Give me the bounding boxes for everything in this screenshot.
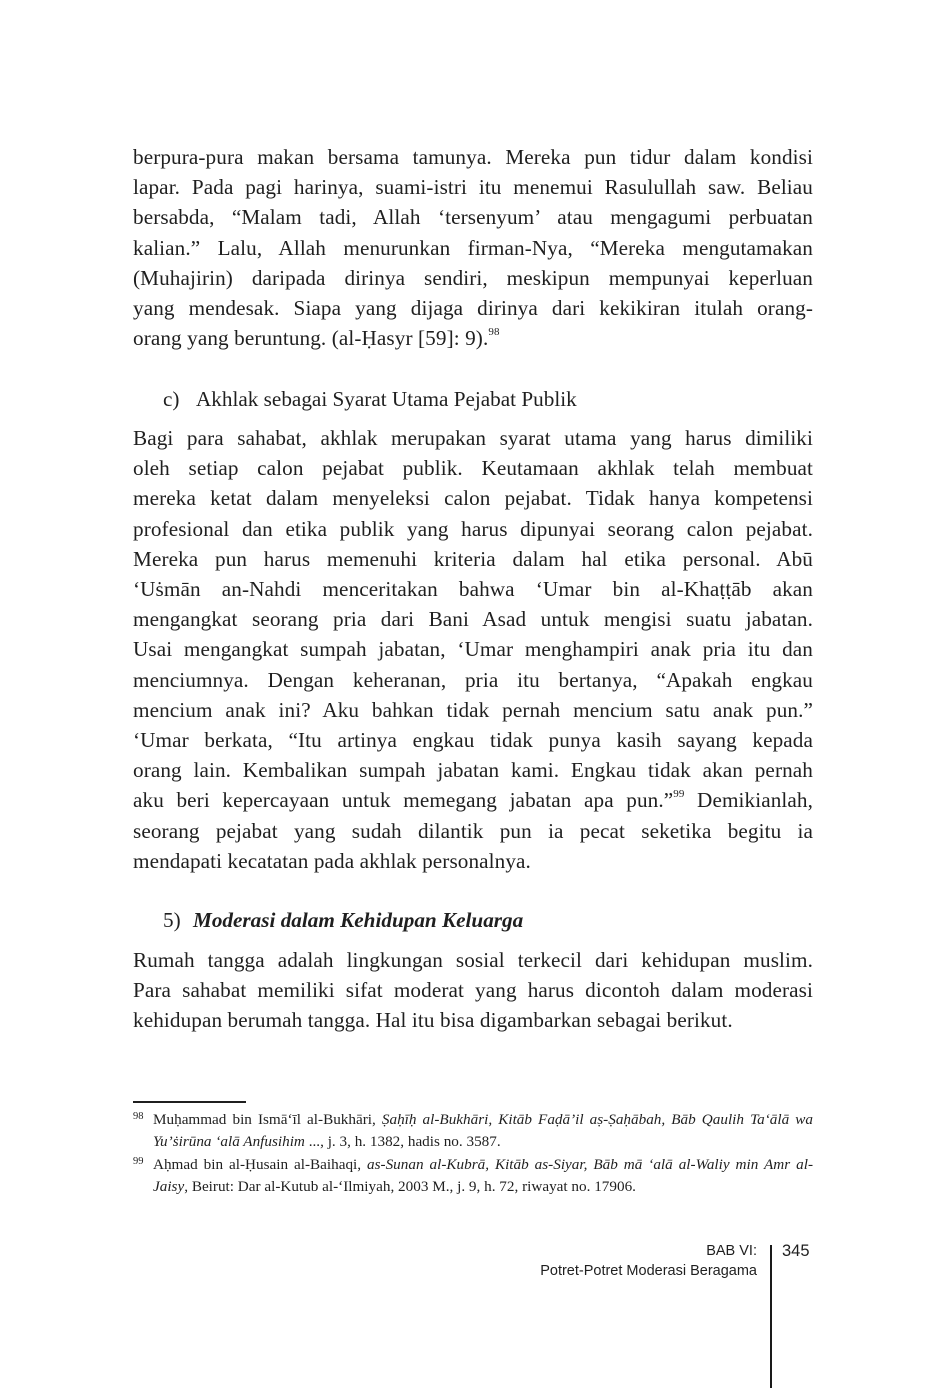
footer-chapter: BAB VI: — [706, 1243, 757, 1259]
text-line: Bagi para sahabat, akhlak merupakan syarat utama yang harus dimiliki — [133, 426, 813, 450]
text-line: mereka ketat dalam menyeleksi calon pejabat. Tidak hanya kompetensi — [133, 486, 813, 511]
footnote-number: 99 — [133, 1156, 144, 1167]
footnote-98 — [133, 1109, 813, 1153]
text-line: Usai mengangkat sumpah jabatan, ‘Umar menghampiri anak pria itu dan — [133, 637, 813, 662]
text-line — [133, 785, 813, 815]
footnote-ref-99[interactable]: 99 — [673, 788, 685, 801]
text-line: oleh setiap calon pejabat publik. Keutamaan akhlak telah membuat — [133, 456, 813, 481]
text-segment: orang yang beruntung. (al-Ḥasyr [59]: 9). — [133, 326, 489, 351]
footnotes — [133, 1109, 813, 1199]
subheading-marker: c) — [163, 387, 180, 411]
text-line-last: mendapati kecatatan pada akhlak personalnya. — [133, 848, 531, 873]
text-line-last: kehidupan berumah tangga. Hal itu bisa digambarkan sebagai berikut. — [133, 1008, 733, 1033]
section-heading-marker: 5) — [163, 908, 181, 932]
text-line: (Muhajirin) daripada dirinya sendiri, meskipun mempunyai keperluan — [133, 265, 813, 290]
text-line: kalian.” Lalu, Allah menurunkan firman-Nya, “Mereka mengutamakan — [133, 235, 813, 260]
text-line: Mereka pun harus memenuhi kriteria dalam hal etika personal. Abū — [133, 546, 813, 571]
footer-divider — [770, 1245, 772, 1388]
footnote-title: as-Sunan al-Kubrā, Kitāb as-Siyar, Bāb mā ‘alā al-Waliy min Amr al-Jaisy — [153, 1156, 813, 1195]
page-number: 345 — [782, 1242, 810, 1260]
text-line: Para sahabat memiliki sifat moderat yang harus dicontoh dalam moderasi — [133, 978, 813, 1003]
footnote-separator — [133, 1101, 246, 1103]
text-line: berpura-pura makan bersama tamunya. Mereka pun tidur dalam kondisi — [133, 145, 813, 169]
footer-chapter-title: Potret-Potret Moderasi Beragama — [540, 1263, 757, 1279]
paragraph-rumah-tangga — [133, 945, 813, 1036]
text-line: yang mendesak. Siapa yang dijaga dirinya dari kekikiran itulah orang- — [133, 296, 813, 321]
footnote-author: Muḥammad bin Ismā‘īl al-Bukhāri, — [153, 1111, 382, 1128]
footnote-details: , Beirut: Dar al-Kutub al-‘Ilmiyah, 2003 M., j. 9, h. 72, riwayat no. 17906. — [184, 1178, 636, 1195]
text-line: seorang pejabat yang sudah dilantik pun ia pecat seketika begitu ia — [133, 818, 813, 843]
footnote-ref-98[interactable]: 98 — [488, 326, 500, 339]
text-line: ‘Umar berkata, “Itu artinya engkau tidak punya kasih sayang kepada — [133, 728, 813, 753]
paragraph-akhlak-pejabat — [133, 423, 813, 876]
text-line: mengangkat seorang pria dari Bani Asad untuk mengisi suatu jabatan. — [133, 607, 813, 632]
subheading-title: Akhlak sebagai Syarat Utama Pejabat Publik — [196, 387, 577, 411]
text-line: menciumnya. Dengan keheranan, pria itu bertanya, “Apakah engkau — [133, 667, 813, 692]
paragraph-story-ending — [133, 142, 813, 353]
text-segment: aku beri kepercayaan untuk memegang jabatan apa pun.” — [133, 788, 674, 813]
text-line: lapar. Pada pagi harinya, suami-istri itu menemui Rasulullah saw. Beliau — [133, 175, 813, 200]
text-segment: Demikianlah, — [684, 788, 813, 813]
text-line: orang lain. Kembalikan sumpah jabatan kami. Engkau tidak akan pernah — [133, 758, 813, 783]
text-line: Rumah tangga adalah lingkungan sosial terkecil dari kehidupan muslim. — [133, 948, 813, 972]
footnote-author: Aḥmad bin al-Ḥusain al-Baihaqi, — [153, 1156, 368, 1173]
footnote-title: Ṣaḥīḥ al-Bukhāri, Kitāb Faḍā’il aṣ-Ṣaḥābah, Bāb Qaulih Ta‘ālā wa Yu’ṡirūna ‘alā Anfusihim — [153, 1111, 813, 1150]
footnote-details: ..., j. 3, h. 1382, hadis no. 3587. — [304, 1133, 501, 1150]
text-line-last — [133, 323, 813, 353]
text-line: bersabda, “Malam tadi, Allah ‘tersenyum’ atau mengagumi perbuatan — [133, 205, 813, 230]
section-heading-title: Moderasi dalam Kehidupan Keluarga — [193, 908, 524, 932]
running-footer — [540, 1241, 757, 1281]
text-line: profesional dan etika publik yang harus dipunyai seorang calon pejabat. — [133, 516, 813, 541]
text-line: mencium anak ini? Aku bahkan tidak pernah mencium satu anak pun.” — [133, 697, 813, 722]
footnote-number: 98 — [133, 1111, 144, 1122]
text-line: ‘Uṡmān an-Nahdi menceritakan bahwa ‘Umar bin al-Khaṭṭāb akan — [133, 577, 813, 602]
footnote-99 — [133, 1154, 813, 1198]
subheading-akhlak — [133, 384, 843, 414]
section-heading-moderasi-keluarga — [133, 905, 843, 935]
